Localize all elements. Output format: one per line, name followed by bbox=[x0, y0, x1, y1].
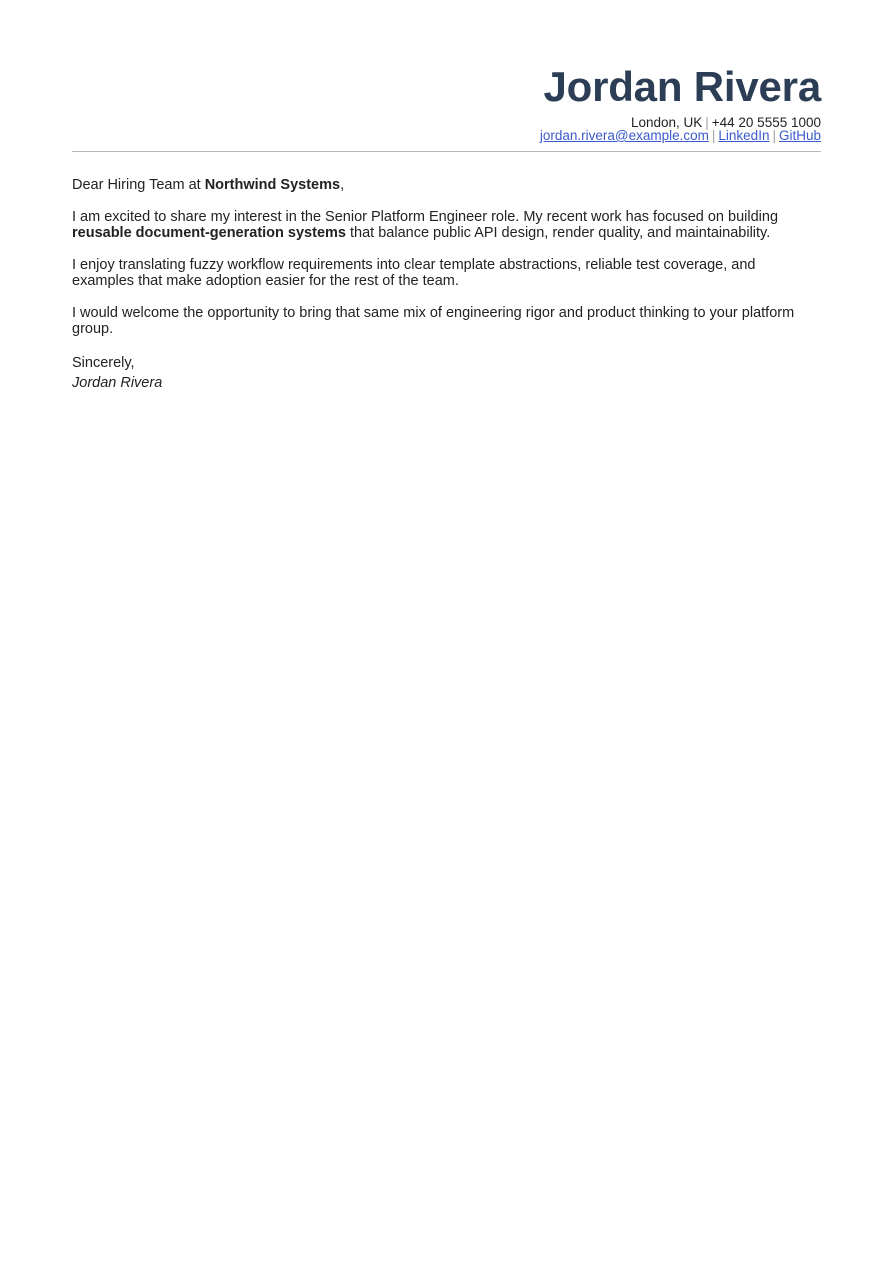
separator: | bbox=[705, 115, 709, 130]
letter-body bbox=[72, 177, 821, 393]
paragraph-2: I enjoy translating fuzzy workflow requirements into clear template abstractions, reliable test coverage, and examples that make adoption easier for the rest of the team. bbox=[72, 257, 756, 289]
paragraph-1 bbox=[72, 209, 821, 241]
letter-header bbox=[72, 62, 821, 142]
sender-phone: +44 20 5555 1000 bbox=[711, 115, 821, 130]
company-name: Northwind Systems bbox=[204, 177, 341, 193]
email-link[interactable]: jordan.rivera@example.com bbox=[539, 128, 709, 143]
letter-page bbox=[72, 62, 821, 393]
salutation-suffix: , bbox=[340, 177, 345, 193]
paragraph-1-emphasis: reusable document-generation systems bbox=[72, 225, 346, 241]
separator: | bbox=[772, 128, 776, 143]
closing-text: Sincerely, bbox=[72, 355, 135, 371]
salutation-prefix: Dear Hiring Team at bbox=[72, 177, 205, 193]
signature: Jordan Rivera bbox=[72, 375, 163, 391]
sender-location: London, UK bbox=[630, 115, 703, 130]
linkedin-link[interactable]: LinkedIn bbox=[718, 128, 770, 143]
github-link[interactable]: GitHub bbox=[778, 128, 821, 143]
paragraph-1-text-end: that balance public API design, render quality, and maintainability. bbox=[345, 225, 771, 241]
paragraph-3: I would welcome the opportunity to bring that same mix of engineering rigor and product thinking to your platform group. bbox=[72, 305, 795, 337]
sender-name: Jordan Rivera bbox=[543, 63, 821, 110]
separator: | bbox=[711, 128, 716, 143]
header-divider bbox=[72, 151, 821, 152]
closing-block bbox=[72, 353, 821, 393]
paragraph-1-text-start: I am excited to share my interest in the Senior Platform Engineer role. My recent work has focused on building bbox=[72, 209, 779, 225]
contact-line-links bbox=[72, 129, 821, 142]
salutation bbox=[72, 177, 821, 193]
